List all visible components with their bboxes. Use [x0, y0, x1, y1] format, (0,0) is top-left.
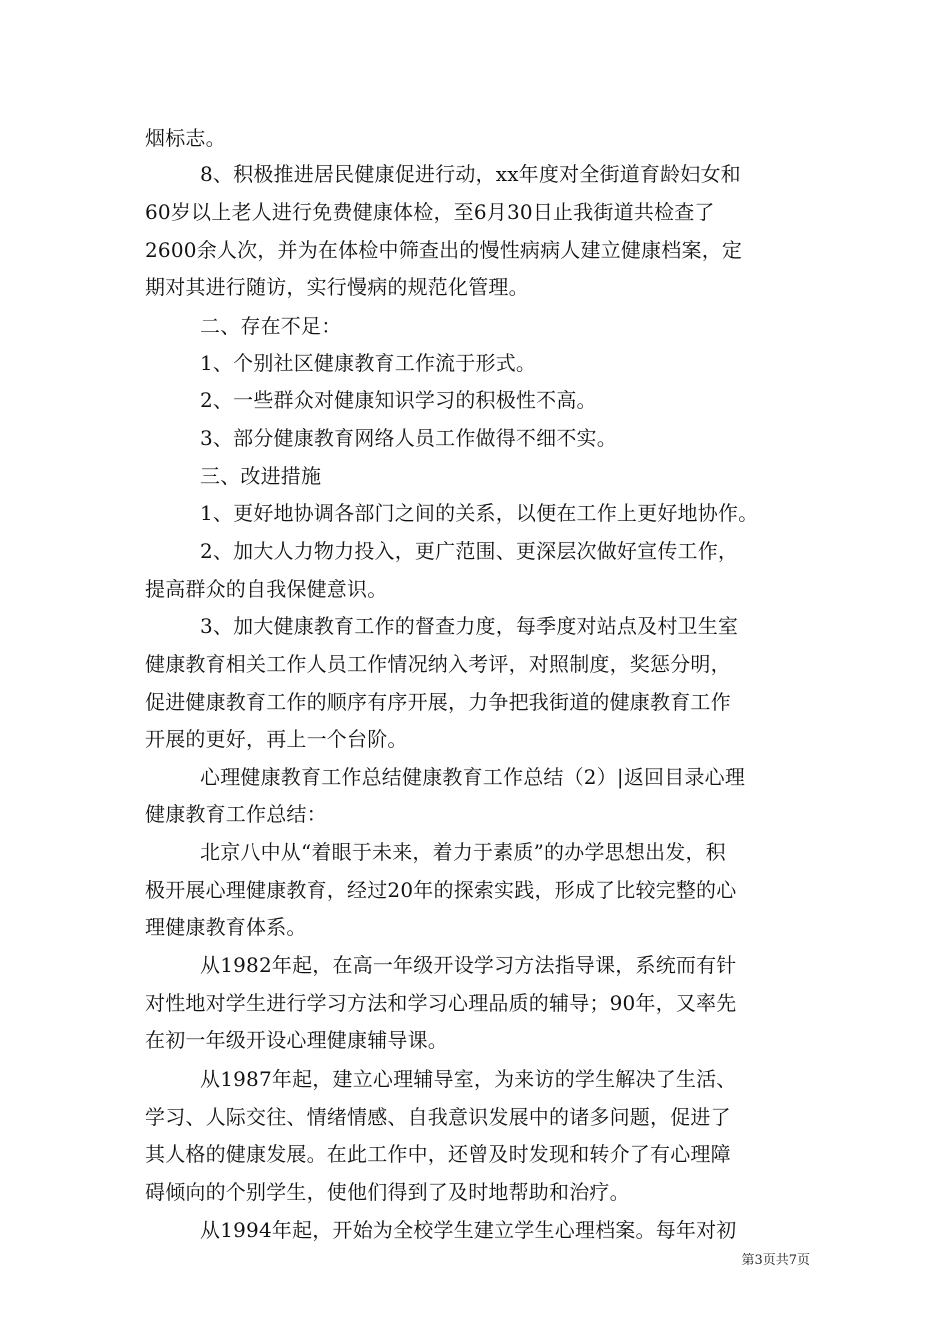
list-item: 2、一些群众对健康知识学习的积极性不高。: [200, 388, 597, 412]
text-line: 北京八中从“着眼于未来，着力于素质”的办学思想出发，积: [200, 840, 726, 864]
text-line: 心理健康教育工作总结健康教育工作总结（2）|返回目录心理: [200, 765, 746, 789]
text-line: 期对其进行随访，实行慢病的规范化管理。: [145, 275, 529, 299]
text-line: 2600余人次，并为在体检中筛查出的慢性病病人建立健康档案，定: [145, 238, 743, 262]
text-line: 开展的更好，再上一个台阶。: [145, 727, 408, 751]
text-line: 其人格的健康发展。在此工作中，还曾及时发现和转介了有心理障: [145, 1142, 731, 1166]
text-line: 在初一年级开设心理健康辅导课。: [145, 1028, 448, 1052]
text-line: 从1987年起，建立心理辅导室，为来访的学生解决了生活、: [200, 1067, 737, 1091]
list-item: 3、部分健康教育网络人员工作做得不细不实。: [200, 426, 617, 450]
text-line: 极开展心理健康教育，经过20年的探索实践，形成了比较完整的心: [145, 878, 737, 902]
list-item: 3、加大健康教育工作的督查力度，每季度对站点及村卫生室: [200, 614, 739, 638]
text-line: 从1994年起，开始为全校学生建立学生心理档案。每年对初: [200, 1218, 737, 1242]
text-line: 提高群众的自我保健意识。: [145, 577, 388, 601]
list-item: 2、加大人力物力投入，更广范围、更深层次做好宣传工作，: [200, 539, 739, 563]
text-line: 理健康教育体系。: [145, 915, 307, 939]
text-line: 碍倾向的个别学生，使他们得到了及时地帮助和治疗。: [145, 1180, 630, 1204]
section-heading: 三、改进措施: [200, 464, 322, 488]
text-line: 从1982年起，在高一年级开设学习方法指导课，系统而有针: [200, 953, 737, 977]
page-number: 第3页共7页: [741, 1253, 810, 1268]
text-line: 烟标志。: [145, 126, 226, 150]
text-line: 学习、人际交往、情绪情感、自我意识发展中的诸多问题，促进了: [145, 1105, 731, 1129]
text-line: 60岁以上老人进行免费健康体检，至6月30日止我街道共检查了: [145, 200, 715, 224]
text-line: 促进健康教育工作的顺序有序开展，力争把我街道的健康教育工作: [145, 690, 731, 714]
list-item: 1、个别社区健康教育工作流于形式。: [200, 351, 537, 375]
text-line: 8、积极推进居民健康促进行动，xx年度对全街道育龄妇女和: [200, 162, 741, 186]
text-line: 对性地对学生进行学习方法和学习心理品质的辅导；90年，又率先: [145, 991, 737, 1015]
text-line: 健康教育相关工作人员工作情况纳入考评，对照制度，奖惩分明，: [145, 652, 731, 676]
text-line: 健康教育工作总结：: [145, 802, 327, 826]
list-item: 1、更好地协调各部门之间的关系，以便在工作上更好地协作。: [200, 501, 759, 525]
section-heading: 二、存在不足：: [200, 314, 342, 338]
